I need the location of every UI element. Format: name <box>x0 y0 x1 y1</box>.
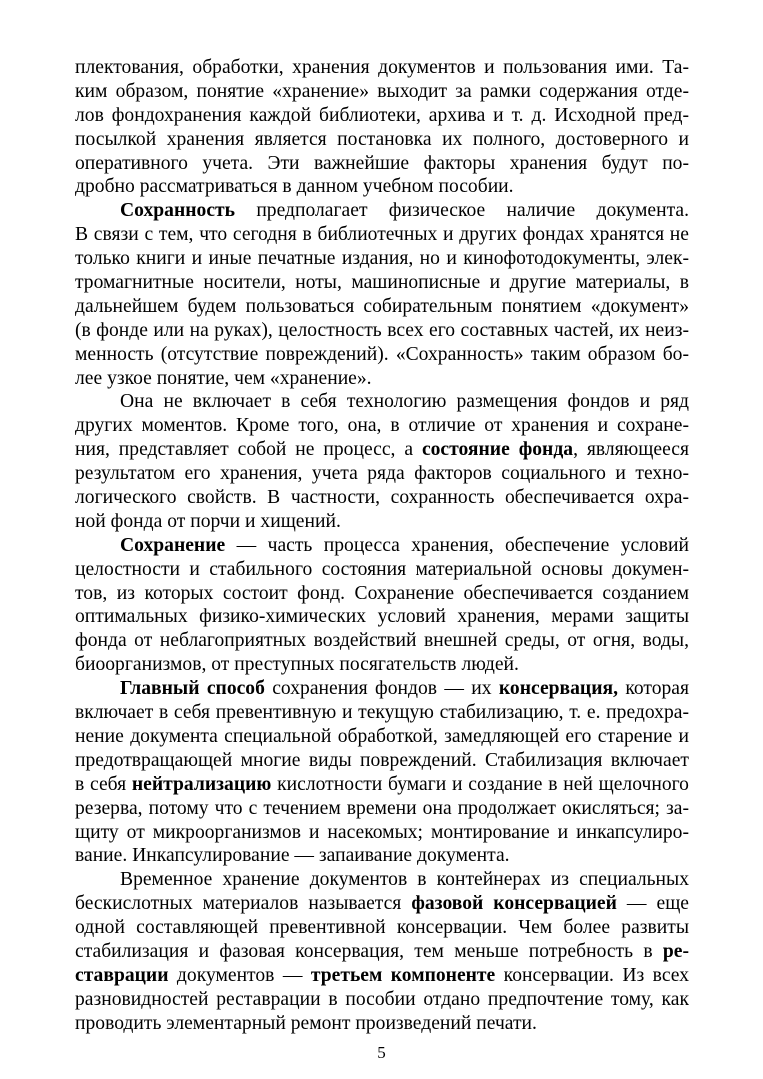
text-line: В связи с тем, что сегодня в библиотечных и других фондах хранятся не <box>75 224 689 246</box>
body-text <box>75 56 689 1036</box>
term-bold: состояние фонда <box>421 439 574 461</box>
text-line: тромагнитные носители, ноты, машинописные и другие материалы, в <box>75 272 689 294</box>
text-line: (в фонде или на руках), целостность всех его составных частей, их неиз- <box>75 319 689 341</box>
term-bold: Сохранность <box>120 200 236 222</box>
text-line: включает в себя превентивную и текущую стабилизацию, т. е. предохра- <box>75 702 689 724</box>
term-bold: нейтрализацию <box>131 773 272 795</box>
text-line: вание. Инкапсулирование — запаивание документа. <box>75 845 510 867</box>
text-line: только книги и иные печатные издания, но и кинофотодокументы, элек- <box>75 248 689 270</box>
text-line: лее узкое понятие, чем «хранение». <box>75 367 372 389</box>
text-line: ставрации документов — третьем компоненте консервации. Из всех <box>75 964 689 986</box>
text-line: биоорганизмов, от преступных посягательств людей. <box>75 654 519 676</box>
text-line: целостности и стабильного состояния материальной основы докумен- <box>75 558 689 580</box>
text-line: предотвращающей многие виды повреждений. Стабилизация включает <box>75 749 689 771</box>
text-line: плектования, обработки, хранения документов и пользования ими. Та- <box>75 57 689 78</box>
text-line: щиту от микроорганизмов и насекомых; монтирование и инкапсулиро- <box>75 821 689 843</box>
text-line: нение документа специальной обработкой, замедляющей его старение и <box>75 725 689 747</box>
text-line: фонда от неблагоприятных воздействий внешней среды, от огня, воды, <box>75 630 689 652</box>
text-line: стабилизация и фазовая консервация, тем меньше потребность в ре- <box>75 940 689 962</box>
text-line: бескислотных материалов называется фазовой консервацией — еще <box>75 893 689 915</box>
term-bold: Сохранение <box>120 534 226 556</box>
text-line: логического свойств. В частности, сохранность обеспечивается охра- <box>75 487 689 509</box>
text-line: проводить элементарный ремонт произведений печати. <box>75 1012 537 1034</box>
text-line: Временное хранение документов в контейнерах из специальных <box>120 869 689 891</box>
term-bold: фазовой консервацией <box>411 893 617 915</box>
text-line: посылкой хранения является постановка их полного, достоверного и <box>75 128 689 150</box>
text-line: результатом его хранения, учета ряда факторов социального и техно- <box>75 463 689 485</box>
text-line: тов, из которых состоит фонд. Сохранение обеспечивается созданием <box>75 582 689 604</box>
term-bold: консервация, <box>498 678 618 700</box>
text-line: Сохранение — часть процесса хранения, обеспечение условий <box>120 534 689 556</box>
term-bold: Главный способ <box>120 678 265 700</box>
text-line: Главный способ сохранения фондов — их консервация, которая <box>120 678 689 700</box>
text-line: менность (отсутствие повреждений). «Сохранность» таким образом бо- <box>75 343 689 365</box>
text-line: оптимальных физико-химических условий хранения, мерами защиты <box>75 606 689 628</box>
text-line: ким образом, понятие «хранение» выходит за рамки содержания отде- <box>75 80 689 102</box>
term-bold: ре- <box>662 940 689 962</box>
page-number: 5 <box>377 1043 386 1062</box>
text-line: лов фондохранения каждой библиотеки, архива и т. д. Исходной пред- <box>75 104 689 126</box>
text-line: одной составляющей превентивной консервации. Чем более развиты <box>75 917 689 939</box>
text-line: других моментов. Кроме того, она, в отличие от хранения и сохране- <box>75 415 689 437</box>
text-line: дальнейшем будем пользоваться собирательным понятием «документ» <box>75 295 689 317</box>
text-line: ной фонда от порчи и хищений. <box>75 510 341 532</box>
text-line: Она не включает в себя технологию размещения фондов и ряд <box>120 391 689 413</box>
text-line: дробно рассматриваться в данном учебном пособии. <box>75 176 514 198</box>
text-line: ния, представляет собой не процесс, а состояние фонда, являющееся <box>75 439 689 461</box>
text-line: резерва, потому что с течением времени она продолжает окисляться; за- <box>75 797 689 819</box>
text-line: оперативного учета. Эти важнейшие факторы хранения будут по- <box>75 152 689 174</box>
text-line: в себя нейтрализацию кислотности бумаги и создание в ней щелочного <box>75 773 689 795</box>
term-bold: ставрации <box>75 964 169 986</box>
term-bold: третьем компоненте <box>310 964 496 986</box>
text-line: Сохранность предполагает физическое наличие документа. <box>120 200 689 222</box>
text-line: разновидностей реставрации в пособии отдано предпочтение тому, как <box>75 988 689 1010</box>
